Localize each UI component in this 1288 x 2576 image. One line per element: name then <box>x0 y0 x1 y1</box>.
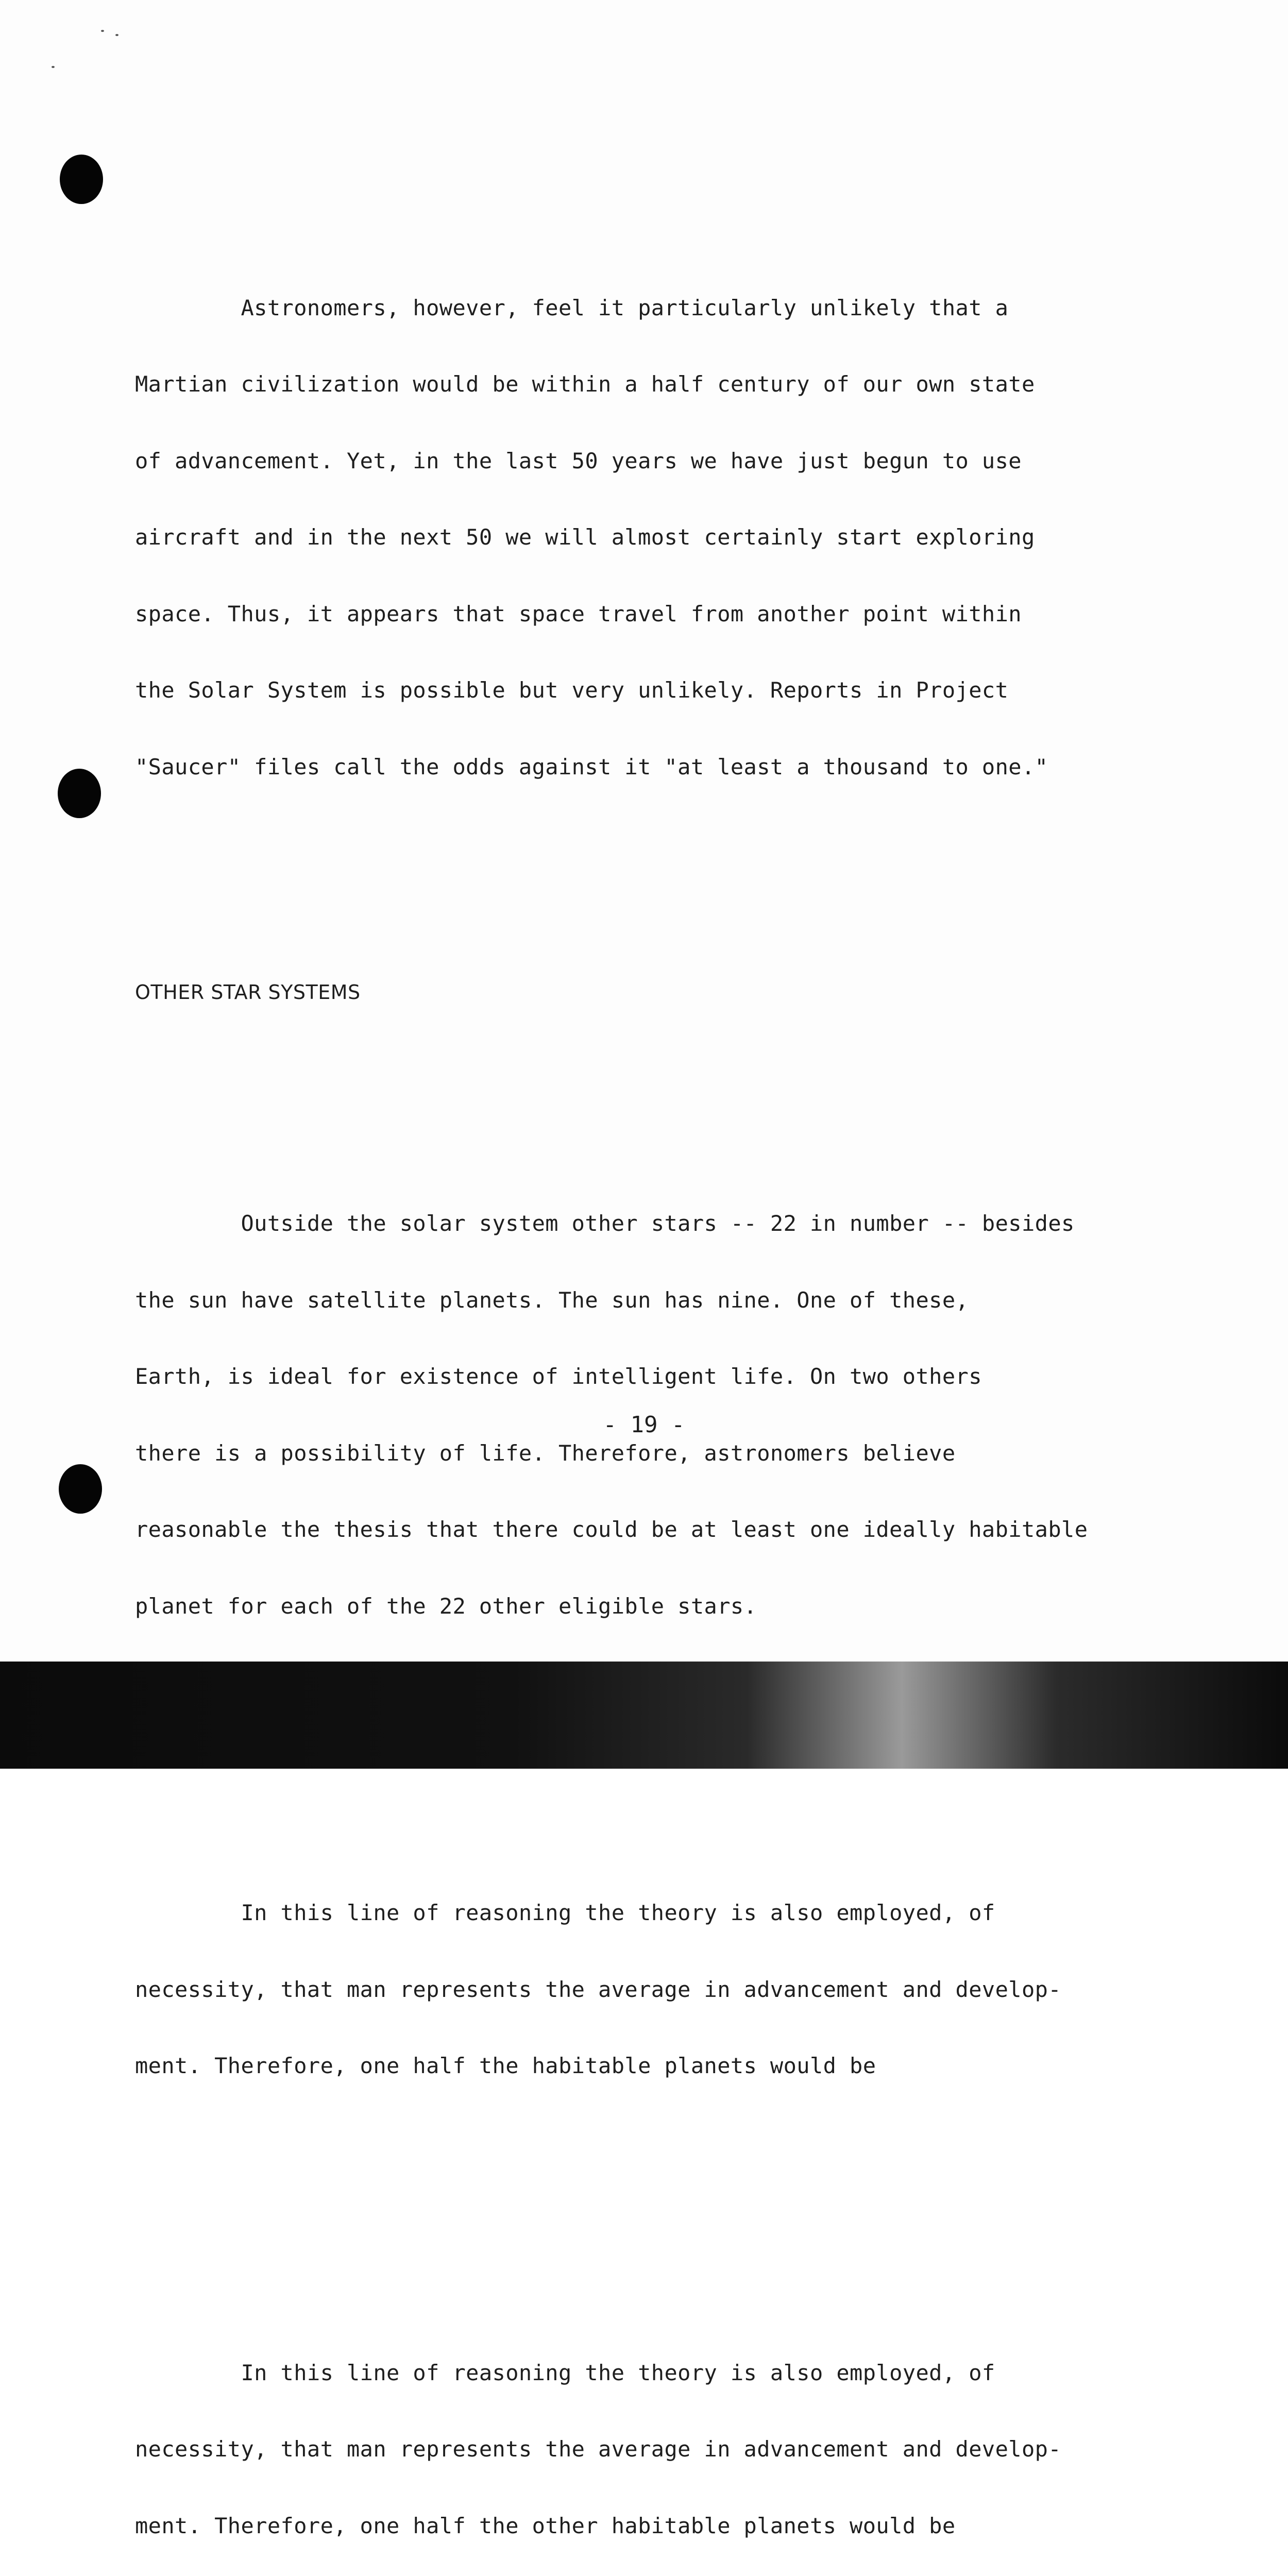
text-line: ment. Therefore, one half the other habitable planets would be <box>135 2513 1232 2539</box>
punch-hole-bottom <box>59 1464 102 1514</box>
text-line: necessity, that man represents the average in advancement and develop- <box>135 1977 1232 2003</box>
scan-speck <box>115 34 118 36</box>
text-line: space. Thus, it appears that space travel from another point within <box>135 601 1232 627</box>
text-line: ment. Therefore, one half the habitable planets would be <box>135 2053 1232 2079</box>
text-line: necessity, that man represents the average in advancement and develop- <box>135 2436 1232 2462</box>
text-line: In this line of reasoning the theory is also employed, of <box>135 2360 1232 2386</box>
paragraph-line-of-reasoning-fragment <box>135 1849 1232 2130</box>
punch-hole-middle <box>58 769 101 818</box>
text-line: reasonable the thesis that there could be at least one ideally habitable <box>135 1517 1232 1543</box>
text-line: Astronomers, however, feel it particularly unlikely that a <box>135 295 1232 321</box>
section-heading: OTHER STAR SYSTEMS <box>135 977 1232 1008</box>
text-line: aircraft and in the next 50 we will almost certainly start exploring <box>135 524 1232 550</box>
scan-speck <box>101 30 104 32</box>
text-line: "Saucer" files call the odds against it "at least a thousand to one." <box>135 754 1232 780</box>
punch-hole-top <box>60 155 103 204</box>
paragraph-martian-civilization <box>135 244 1232 831</box>
paragraph-line-of-reasoning <box>135 2309 1232 2576</box>
scanner-bed-shadow <box>0 1662 1288 1769</box>
text-line: the sun have satellite planets. The sun has nine. One of these, <box>135 1287 1232 1313</box>
scan-speck <box>52 66 55 68</box>
text-line: of advancement. Yet, in the last 50 years we have just begun to use <box>135 448 1232 474</box>
page-number: - 19 - <box>567 1412 721 1438</box>
text-line: Martian civilization would be within a half century of our own state <box>135 371 1232 397</box>
typed-text-body <box>135 167 1232 2576</box>
text-line: there is a possibility of life. Therefore, astronomers believe <box>135 1440 1232 1466</box>
text-line: planet for each of the 22 other eligible stars. <box>135 1594 1232 1619</box>
text-line: Outside the solar system other stars -- 22 in number -- besides <box>135 1211 1232 1236</box>
text-line: the Solar System is possible but very unlikely. Reports in Project <box>135 677 1232 703</box>
text-line: Earth, is ideal for existence of intelligent life. On two others <box>135 1364 1232 1389</box>
text-line: In this line of reasoning the theory is also employed, of <box>135 1900 1232 1926</box>
